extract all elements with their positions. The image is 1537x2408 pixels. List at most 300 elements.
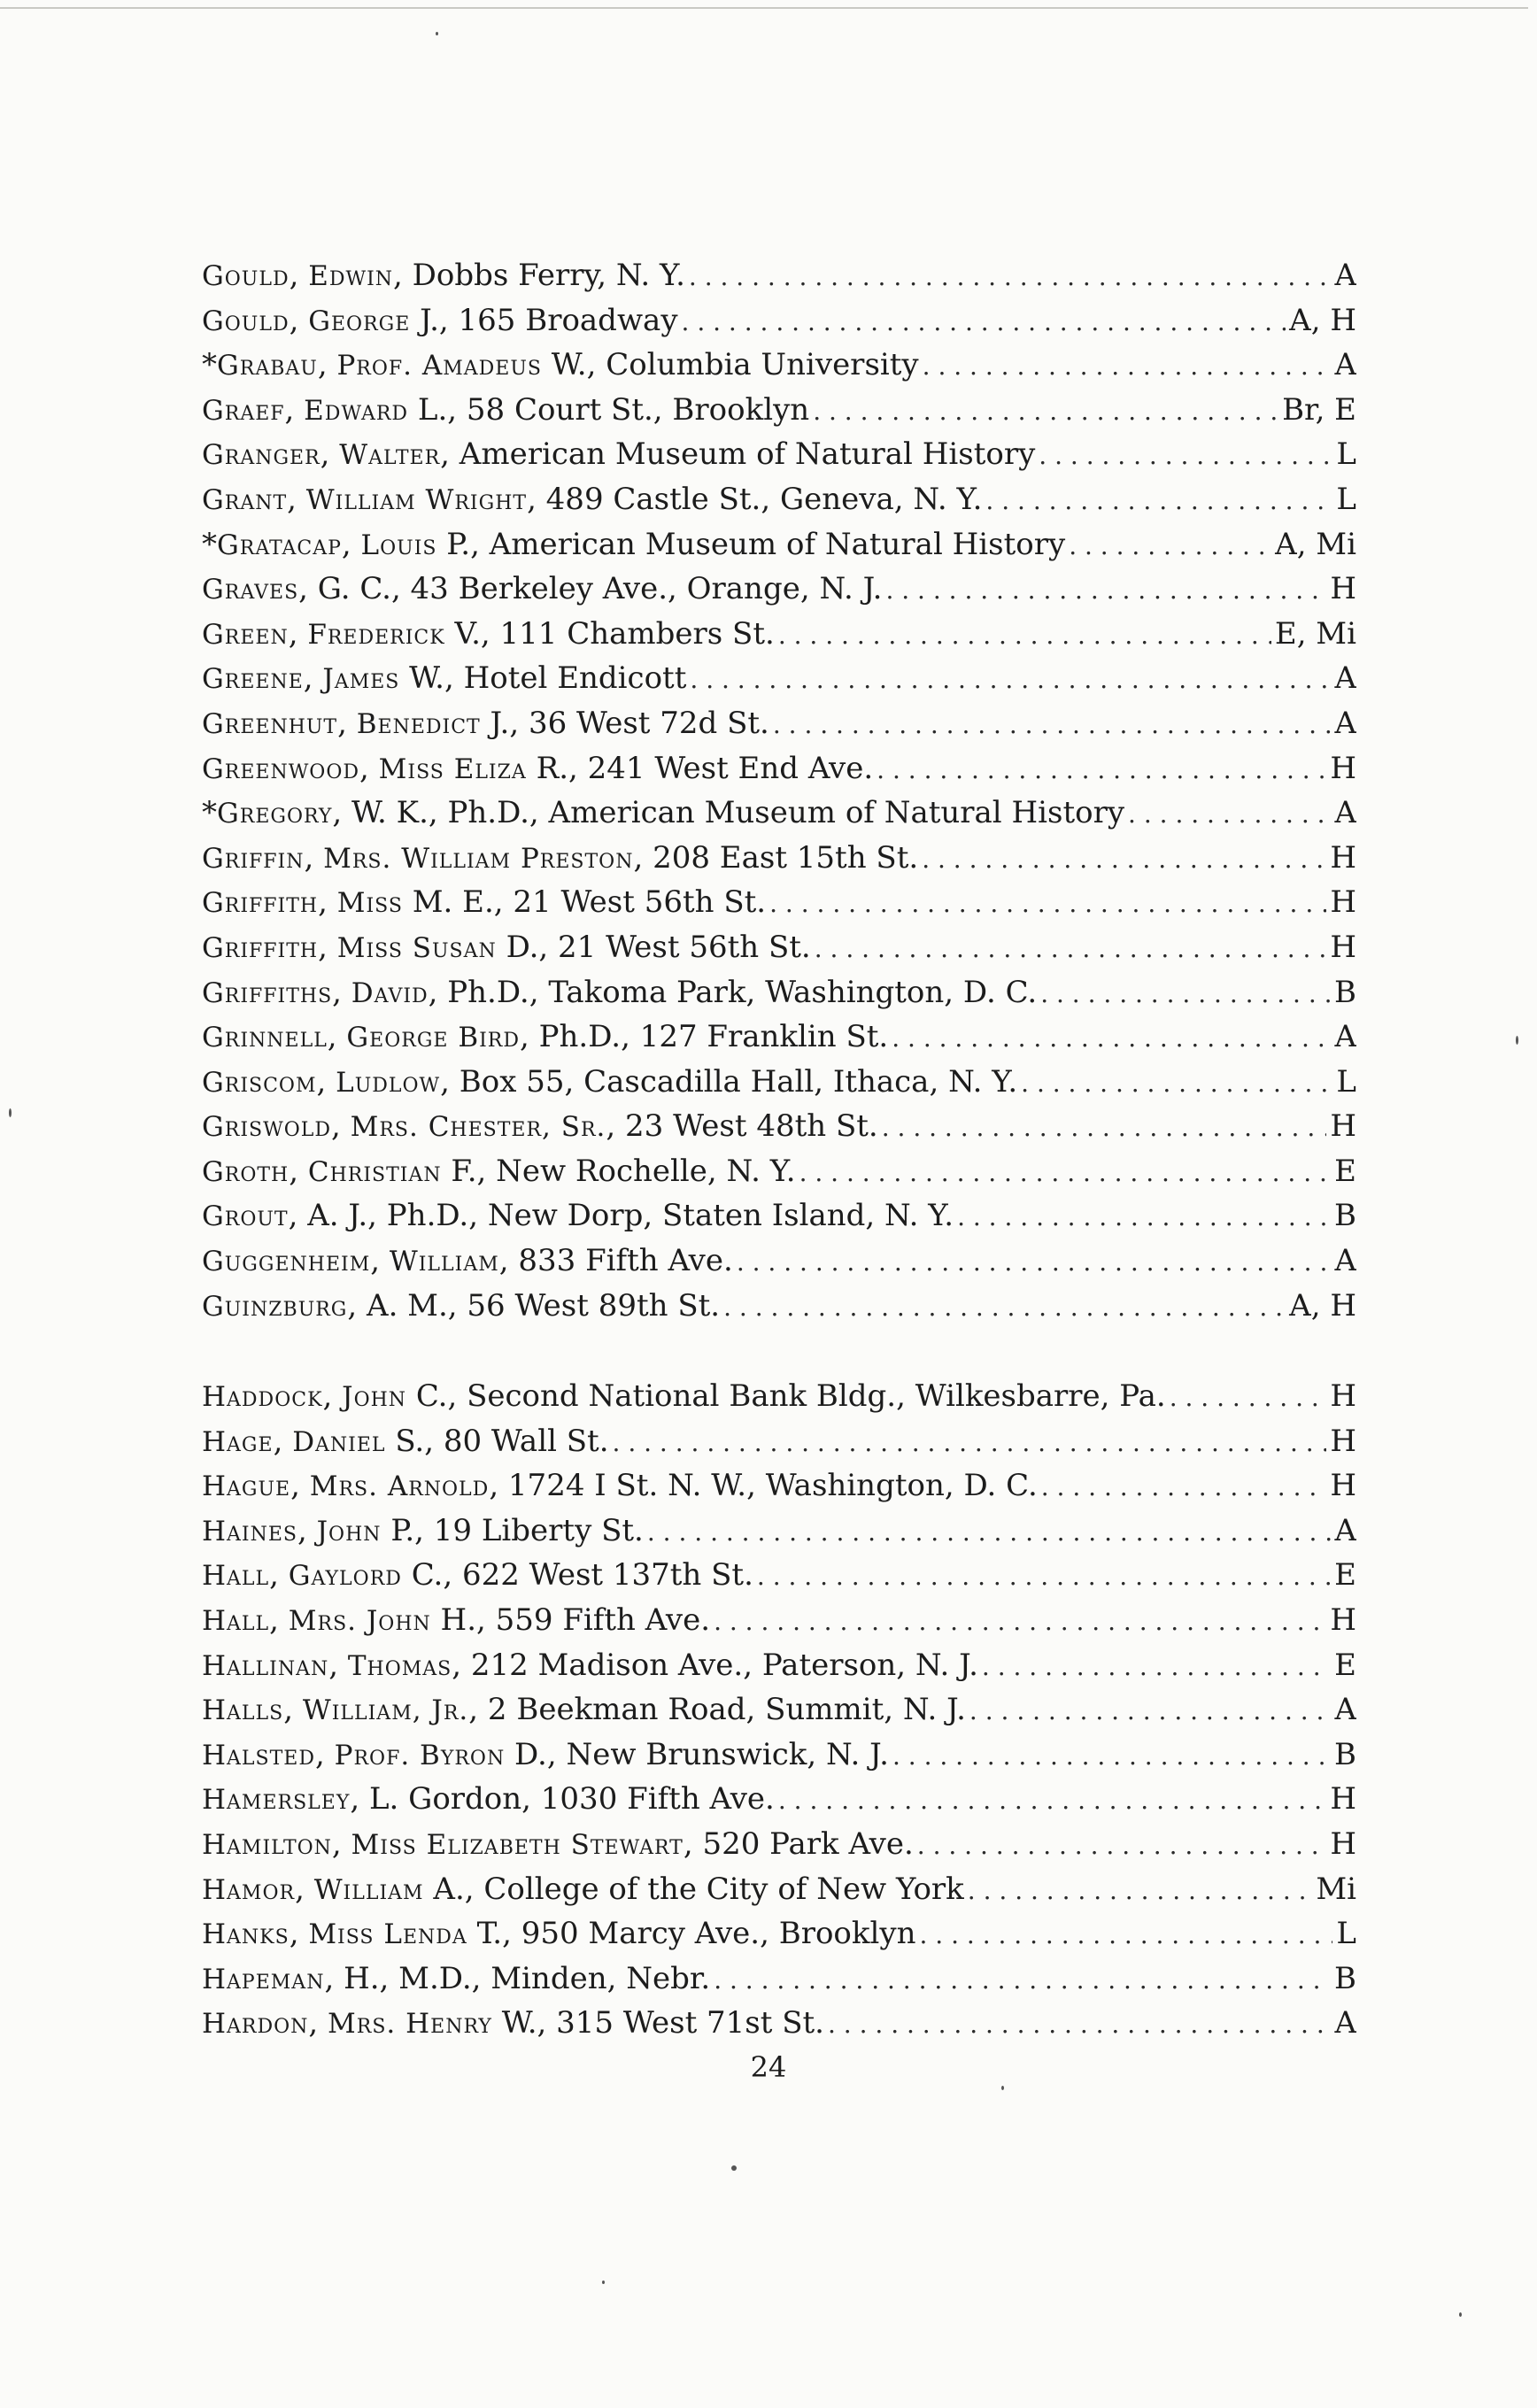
- member-entry: [202, 612, 1356, 657]
- separator: ,: [289, 1153, 308, 1189]
- separator: ,: [327, 1019, 347, 1055]
- member-list-g: [202, 253, 1356, 1328]
- member-entry: [202, 432, 1356, 477]
- section-code: L: [1336, 481, 1356, 517]
- separator: ,: [287, 481, 306, 517]
- member-surname: Greenwood: [202, 752, 360, 785]
- dot-leader: [877, 748, 1326, 791]
- member-entry-text: [202, 1239, 733, 1284]
- member-given-name: William: [389, 1246, 499, 1278]
- member-given-name: John: [316, 1515, 382, 1547]
- dot-leader: [985, 479, 1332, 522]
- member-entry: [202, 1060, 1356, 1105]
- member-surname: Halls: [202, 1694, 284, 1727]
- section-code: Mi: [1316, 1871, 1356, 1907]
- member-surname: Haines: [202, 1515, 297, 1547]
- member-entry: [202, 1463, 1356, 1509]
- member-address: V., 111 Chambers St.: [444, 615, 775, 652]
- member-surname: Granger: [202, 439, 321, 472]
- member-address: , 520 Park Ave.: [683, 1825, 914, 1862]
- member-surname: Hamersley: [202, 1784, 351, 1817]
- dot-leader: [778, 1779, 1326, 1822]
- member-address: F., New Rochelle, N. Y.: [441, 1153, 796, 1189]
- member-given-name: Thomas: [347, 1649, 452, 1682]
- member-address: D., New Brunswick, N. J.: [505, 1736, 889, 1772]
- dot-leader: [1021, 1061, 1332, 1105]
- member-given-name: Gaylord: [288, 1560, 402, 1593]
- member-entry-text: [202, 1598, 710, 1643]
- member-given-name: Mrs. Henry: [328, 2008, 492, 2041]
- member-surname: Hall: [202, 1560, 270, 1593]
- member-address: , 489 Castle St., Geneva, N. Y.: [527, 481, 983, 517]
- member-entry: [202, 1553, 1356, 1598]
- member-entry: [202, 1733, 1356, 1778]
- member-given-name: Mrs. William Preston: [323, 842, 634, 875]
- section-code: L: [1336, 1916, 1356, 1952]
- paper-speck: [1516, 1036, 1518, 1045]
- separator: ,: [283, 1692, 303, 1728]
- section-code: A, Mi: [1275, 526, 1356, 562]
- section-code: A: [1334, 347, 1356, 383]
- dot-leader: [917, 1824, 1327, 1867]
- member-given-name: Walter: [339, 439, 441, 472]
- separator: ,: [322, 1378, 343, 1414]
- section-code: L: [1336, 1063, 1356, 1100]
- separator: ,: [303, 660, 323, 697]
- member-address: H., 559 Fifth Ave.: [430, 1601, 711, 1638]
- member-address: , Ph.D., Takoma Park, Washington, D. C.: [428, 974, 1038, 1010]
- member-entry-text: [202, 925, 811, 970]
- member-given-name: George: [308, 305, 411, 337]
- member-address: G. C., 43 Berkeley Ave., Orange, N. J.: [317, 571, 883, 607]
- member-entry: [202, 1867, 1356, 1912]
- member-entry: [202, 1777, 1356, 1822]
- member-surname: Graef: [202, 394, 285, 427]
- section-code: E: [1334, 1153, 1356, 1189]
- member-address: J., 36 West 72d St.: [480, 705, 769, 741]
- member-surname: Greene: [202, 663, 304, 696]
- section-code: A: [1334, 660, 1356, 697]
- separator: ,: [284, 391, 305, 428]
- separator: ,: [359, 750, 379, 786]
- member-entry-text: [202, 1911, 915, 1956]
- section-code: B: [1334, 1960, 1356, 1996]
- member-address: J., 165 Broadway: [410, 302, 678, 338]
- member-address: , 212 Madison Ave., Paterson, N. J.: [452, 1647, 978, 1683]
- member-surname: Hapeman: [202, 1963, 325, 1995]
- member-given-name: Mrs. John: [288, 1604, 431, 1637]
- separator: ,: [298, 571, 318, 607]
- member-surname: Hall: [202, 1604, 270, 1637]
- member-entry-text: [202, 1553, 753, 1598]
- member-entry-text: [202, 388, 809, 433]
- member-entry-text: [202, 432, 1035, 477]
- dot-leader: [1041, 1465, 1327, 1509]
- member-entry-text: [202, 1822, 914, 1867]
- member-given-name: David: [351, 976, 429, 1009]
- member-address: R., 241 West End Ave.: [526, 750, 874, 786]
- dot-leader: [815, 927, 1327, 970]
- member-entry-text: [202, 1687, 966, 1733]
- member-entry: [202, 1687, 1356, 1733]
- member-given-name: William: [313, 1873, 424, 1906]
- member-entry: [202, 253, 1356, 298]
- membership-mark: *: [202, 347, 217, 383]
- separator: ,: [347, 1287, 367, 1324]
- member-given-name: Daniel: [292, 1425, 386, 1458]
- section-code: A: [1334, 2005, 1356, 2041]
- member-address: A. J., Ph.D., New Dorp, Staten Island, N. Y.: [307, 1198, 954, 1234]
- member-entry: [202, 701, 1356, 746]
- member-surname: Gould: [202, 260, 290, 292]
- membership-mark: *: [202, 795, 217, 831]
- section-code: A: [1334, 1512, 1356, 1548]
- section-code: E, Mi: [1274, 615, 1356, 652]
- dot-leader: [1170, 1376, 1327, 1419]
- member-address: , 833 Fifth Ave.: [498, 1243, 733, 1279]
- member-entry-text: [202, 1733, 889, 1778]
- member-entry-text: [202, 1956, 710, 2002]
- member-entry-text: [202, 1149, 796, 1194]
- member-given-name: Mrs. Arnold: [309, 1470, 490, 1503]
- member-address: W., Columbia University: [541, 347, 919, 383]
- paper-speck: [1459, 2312, 1462, 2317]
- section-code: B: [1334, 1198, 1356, 1234]
- separator: ,: [332, 974, 351, 1010]
- separator: ,: [288, 615, 308, 652]
- section-code: A: [1334, 1692, 1356, 1728]
- member-entry: [202, 746, 1356, 791]
- separator: ,: [331, 1108, 351, 1145]
- member-entry: [202, 1239, 1356, 1284]
- member-entry: [202, 1598, 1356, 1643]
- dot-leader: [714, 1600, 1326, 1643]
- dot-leader: [613, 1421, 1327, 1464]
- member-entry-text: [202, 970, 1037, 1015]
- dot-leader: [778, 614, 1271, 657]
- member-given-name: Miss Lenda: [308, 1918, 467, 1951]
- member-surname: Griscom: [202, 1066, 317, 1099]
- paper-speck: [1001, 2086, 1004, 2090]
- membership-mark: *: [202, 526, 217, 562]
- member-entry: [202, 836, 1356, 881]
- member-given-name: George Bird: [346, 1022, 521, 1054]
- member-entry-text: [202, 1193, 954, 1239]
- member-given-name: Christian: [307, 1155, 442, 1188]
- member-surname: Grout: [202, 1200, 289, 1233]
- member-given-name: Prof. Byron: [334, 1739, 506, 1771]
- member-address: , 208 East 15th St.: [633, 839, 919, 876]
- section-code: A: [1334, 1019, 1356, 1055]
- member-entry-text: [202, 1867, 964, 1912]
- member-entry: [202, 1149, 1356, 1194]
- member-entry-text: [202, 612, 775, 657]
- separator: ,: [332, 795, 352, 831]
- section-code: H: [1330, 1423, 1356, 1459]
- member-surname: Griffin: [202, 842, 305, 875]
- section-code: H: [1330, 929, 1356, 965]
- separator: ,: [308, 2005, 328, 2041]
- dot-leader: [1040, 972, 1331, 1015]
- section-code: H: [1330, 839, 1356, 876]
- member-entry-text: [202, 1419, 609, 1464]
- member-given-name: William Wright: [305, 483, 528, 516]
- member-surname: Gratacap: [217, 529, 342, 561]
- member-address: W., Hotel Endicott: [399, 660, 687, 697]
- member-entry: [202, 343, 1356, 388]
- member-surname: Guggenheim: [202, 1246, 371, 1278]
- member-surname: Green: [202, 618, 289, 651]
- section-code: H: [1330, 1108, 1356, 1145]
- member-surname: Hague: [202, 1470, 291, 1503]
- section-code: L: [1336, 436, 1356, 473]
- member-entry-text: [202, 1374, 1166, 1419]
- member-entry: [202, 388, 1356, 433]
- member-entry-text: [202, 343, 919, 388]
- section-code: A, H: [1289, 302, 1356, 338]
- separator: ,: [318, 929, 337, 965]
- section-code: H: [1330, 1601, 1356, 1638]
- member-entry: [202, 298, 1356, 343]
- member-surname: Guinzburg: [202, 1290, 348, 1323]
- member-surname: Gregory: [217, 798, 333, 830]
- member-surname: Grinnell: [202, 1022, 328, 1054]
- page-number: 24: [750, 2050, 787, 2084]
- member-surname: Hallinan: [202, 1649, 329, 1682]
- separator: ,: [320, 436, 340, 473]
- dot-leader: [737, 1240, 1332, 1284]
- separator: ,: [341, 526, 361, 562]
- member-address: L. Gordon, 1030 Fifth Ave.: [368, 1781, 775, 1818]
- member-given-name: Edward: [304, 394, 409, 427]
- section-code: H: [1330, 1468, 1356, 1504]
- member-surname: Hamilton: [202, 1828, 332, 1861]
- dot-leader: [968, 1869, 1313, 1912]
- member-surname: Griffith: [202, 931, 319, 964]
- member-address: P., American Museum of Natural History: [436, 526, 1066, 562]
- member-address: , Dobbs Ferry, N. Y.: [393, 258, 685, 293]
- member-given-name: John: [342, 1381, 407, 1413]
- member-surname: Hamor: [202, 1873, 296, 1906]
- dot-leader: [773, 703, 1332, 746]
- dot-leader: [647, 1510, 1332, 1554]
- member-entry: [202, 477, 1356, 522]
- member-list-h: [202, 1374, 1356, 2046]
- dot-leader: [799, 1151, 1332, 1194]
- member-surname: Haddock: [202, 1381, 323, 1413]
- section-code: A: [1334, 795, 1356, 831]
- dot-leader: [882, 1106, 1327, 1149]
- member-entry: [202, 656, 1356, 701]
- member-given-name: James: [322, 663, 400, 696]
- member-address: W., 315 West 71st St.: [491, 2005, 824, 2041]
- member-entry-text: [202, 567, 882, 612]
- member-entry-text: [202, 880, 766, 925]
- member-address: S., 80 Wall St.: [385, 1423, 609, 1459]
- member-entry: [202, 522, 1356, 567]
- member-surname: Griffiths: [202, 976, 333, 1009]
- separator: ,: [289, 302, 309, 338]
- member-given-name: Miss Eliza: [378, 752, 527, 785]
- member-given-name: Miss Elizabeth Stewart: [351, 1828, 684, 1861]
- member-entry: [202, 1104, 1356, 1149]
- member-address: , Box 55, Cascadilla Hall, Ithaca, N. Y.: [440, 1063, 1018, 1100]
- paper-speck: [9, 1108, 12, 1117]
- member-given-name: Miss Susan: [336, 931, 497, 964]
- member-entry: [202, 791, 1356, 836]
- member-given-name: Ludlow: [336, 1066, 441, 1099]
- member-surname: Halsted: [202, 1739, 315, 1771]
- dot-leader: [769, 882, 1326, 925]
- dot-leader: [723, 1285, 1286, 1329]
- separator: ,: [316, 1063, 336, 1100]
- member-given-name: William, Jr.: [302, 1694, 469, 1727]
- member-entry-text: [202, 1284, 720, 1329]
- section-code: H: [1330, 571, 1356, 607]
- section-code: H: [1330, 1781, 1356, 1818]
- member-given-name: Edwin: [308, 260, 394, 292]
- dot-leader: [982, 1645, 1331, 1688]
- member-surname: Grant: [202, 483, 288, 516]
- section-code: H: [1330, 750, 1356, 786]
- paper-speck: [731, 2165, 737, 2171]
- member-entry-text: [202, 1777, 775, 1822]
- dot-leader: [689, 255, 1332, 298]
- section-code: B: [1334, 974, 1356, 1010]
- section-code: E: [1334, 1557, 1356, 1594]
- member-given-name: Frederick: [307, 618, 445, 651]
- section-code: B: [1334, 1736, 1356, 1772]
- member-surname: Griswold: [202, 1111, 331, 1144]
- member-given-name: Prof. Amadeus: [336, 350, 542, 382]
- member-surname: Gould: [202, 305, 290, 337]
- member-entry-text: [202, 253, 685, 298]
- member-address: H., M.D., Minden, Nebr.: [344, 1960, 711, 1996]
- member-entry-text: [202, 522, 1065, 567]
- member-address: C., 622 West 137th St.: [401, 1557, 753, 1594]
- dot-leader: [1069, 524, 1271, 567]
- section-code: A: [1334, 258, 1356, 293]
- member-given-name: Benedict: [356, 707, 481, 740]
- member-entry: [202, 1015, 1356, 1060]
- member-address: C., Second National Bank Bldg., Wilkesbarre, Pa.: [406, 1378, 1166, 1414]
- paper-speck: [436, 32, 438, 35]
- dot-leader: [923, 344, 1332, 388]
- dot-leader: [757, 1555, 1331, 1598]
- member-address: , 2 Beekman Road, Summit, N. J.: [468, 1692, 966, 1728]
- member-address: A., College of the City of New York: [423, 1871, 964, 1907]
- separator: ,: [314, 1736, 335, 1772]
- member-entry-text: [202, 1509, 644, 1554]
- separator: ,: [290, 1468, 310, 1504]
- member-entry: [202, 1284, 1356, 1329]
- dot-leader: [922, 837, 1326, 881]
- member-surname: Groth: [202, 1155, 290, 1188]
- member-entry: [202, 1911, 1356, 1956]
- separator: ,: [370, 1243, 390, 1279]
- member-surname: Griffith: [202, 887, 319, 920]
- dot-leader: [1039, 434, 1332, 477]
- separator: ,: [273, 1423, 293, 1459]
- member-given-name: Mrs. Chester, Sr.: [350, 1111, 606, 1144]
- member-entry: [202, 1193, 1356, 1239]
- member-given-name: Miss: [336, 887, 403, 920]
- member-entry-text: [202, 1015, 888, 1060]
- dot-leader: [892, 1734, 1331, 1778]
- member-surname: Hardon: [202, 2008, 309, 2041]
- member-entry-text: [202, 477, 982, 522]
- dot-leader: [892, 1016, 1331, 1060]
- member-address: , Ph.D., 127 Franklin St.: [520, 1019, 889, 1055]
- member-address: L., 58 Court St., Brooklyn: [408, 391, 810, 428]
- separator: ,: [289, 1916, 309, 1952]
- dot-leader: [714, 1958, 1331, 2002]
- separator: ,: [324, 1960, 344, 1996]
- section-code: H: [1330, 1378, 1356, 1414]
- separator: ,: [337, 705, 357, 741]
- section-code: H: [1330, 1825, 1356, 1862]
- member-entry: [202, 925, 1356, 970]
- member-entry: [202, 2001, 1356, 2046]
- dot-leader: [957, 1195, 1331, 1239]
- member-entry-text: [202, 791, 1124, 836]
- member-address: P., 19 Liberty St.: [381, 1512, 644, 1548]
- section-code: A, H: [1289, 1287, 1356, 1324]
- member-entry-text: [202, 746, 873, 791]
- separator: ,: [350, 1781, 369, 1818]
- member-entry-text: [202, 1104, 878, 1149]
- member-surname: Graves: [202, 574, 299, 606]
- section-code: H: [1330, 884, 1356, 921]
- member-entry-text: [202, 1643, 978, 1688]
- member-address: , 1724 I St. N. W., Washington, D. C.: [489, 1468, 1038, 1504]
- dot-leader: [813, 390, 1278, 433]
- separator: ,: [269, 1557, 289, 1594]
- dot-leader: [919, 1913, 1332, 1956]
- member-surname: Greenhut: [202, 707, 338, 740]
- member-entry-text: [202, 836, 918, 881]
- dot-leader: [1128, 792, 1331, 836]
- member-surname: Grabau: [217, 350, 318, 382]
- separator: ,: [289, 258, 309, 293]
- member-address: M. E., 21 West 56th St.: [402, 884, 767, 921]
- paper-speck: [602, 2281, 605, 2284]
- dot-leader: [682, 300, 1286, 343]
- dot-leader: [885, 568, 1326, 612]
- member-entry-text: [202, 298, 678, 343]
- section-code: A: [1334, 705, 1356, 741]
- member-entry: [202, 880, 1356, 925]
- member-entry: [202, 1419, 1356, 1464]
- member-surname: Hanks: [202, 1918, 290, 1951]
- member-address: , American Museum of Natural History: [440, 436, 1036, 473]
- member-given-name: Louis: [360, 529, 437, 561]
- member-entry: [202, 970, 1356, 1015]
- member-entry-text: [202, 1060, 1017, 1105]
- member-entry: [202, 567, 1356, 612]
- separator: ,: [304, 839, 324, 876]
- member-entry: [202, 1374, 1356, 1419]
- separator: ,: [288, 1198, 308, 1234]
- member-entry: [202, 1509, 1356, 1554]
- dot-leader: [690, 658, 1331, 701]
- separator: ,: [295, 1871, 314, 1907]
- member-address: W. K., Ph.D., American Museum of Natural History: [351, 795, 1125, 831]
- member-entry: [202, 1956, 1356, 2002]
- dot-leader: [828, 2003, 1331, 2046]
- member-address: T., 950 Marcy Ave., Brooklyn: [467, 1916, 916, 1952]
- member-address: , 23 West 48th St.: [606, 1108, 878, 1145]
